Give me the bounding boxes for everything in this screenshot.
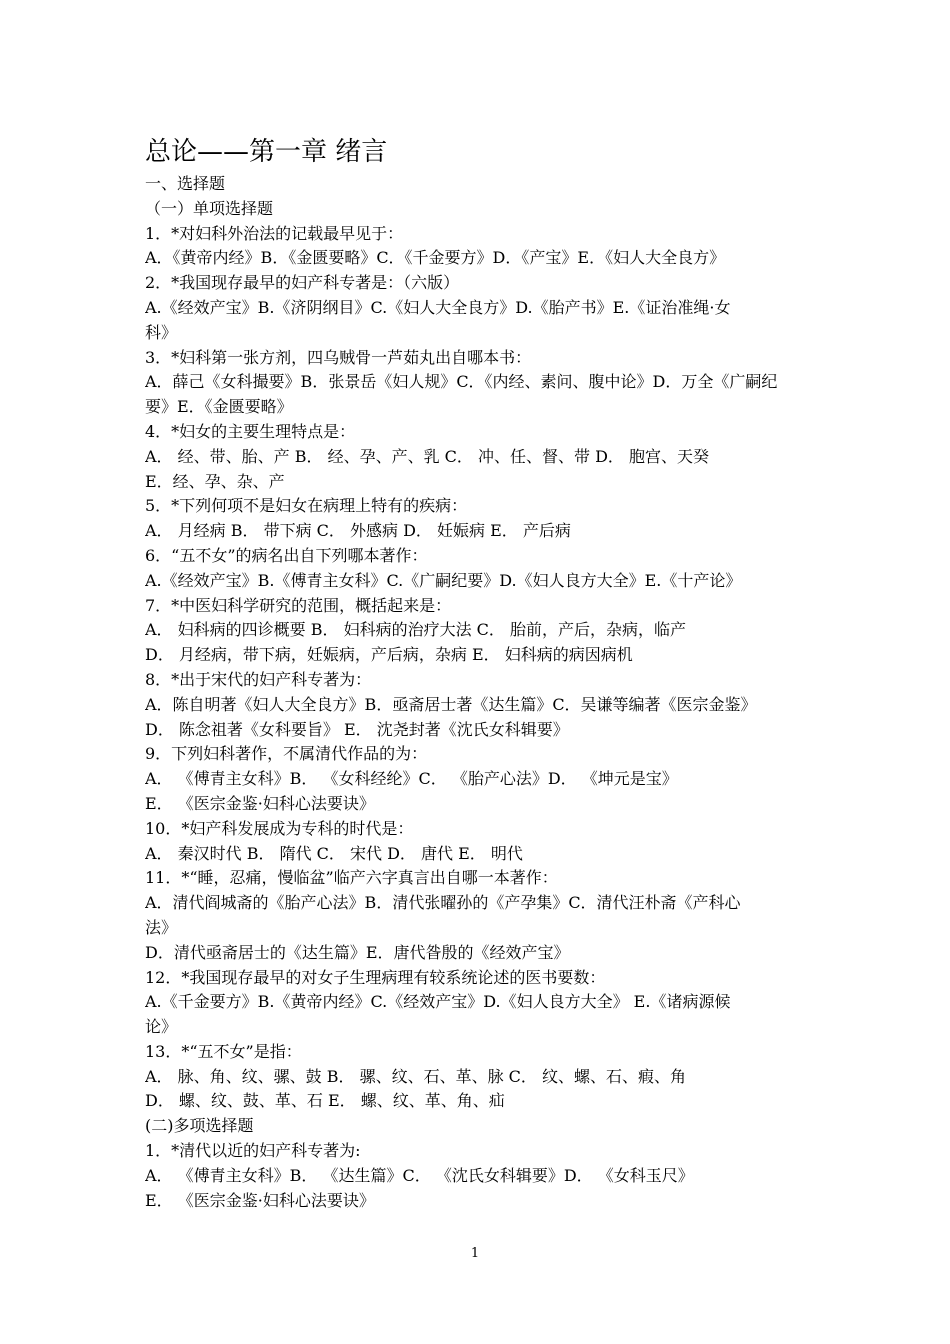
text-line: 11．*“睡，忍痛，慢临盆”临产六字真言出自哪一本著作： — [145, 868, 558, 888]
text-line: A．薛己《女科撮要》B．张景岳《妇人规》C．《内经、素问、腹中论》D．万全《广嗣纪 — [145, 372, 778, 392]
text-line: 8．*出于宋代的妇产科专著为： — [145, 669, 372, 689]
text-line: A.《千金要方》B.《黄帝内经》C.《经效产宝》D.《妇人良方大全》 E.《诸病源候 — [145, 992, 731, 1012]
text-line: 一、选择题 — [145, 174, 226, 193]
text-line: A．清代阎城斋的《胎产心法》B．清代张曜孙的《产孕集》C．清代汪朴斋《产科心 — [145, 893, 741, 913]
text-line: 6．“五不女”的病名出自下列哪本著作： — [145, 545, 428, 565]
text-line: D．清代亟斋居士的《达生篇》E．唐代昝殷的《经效产宝》 — [145, 942, 570, 962]
text-line: 科》 — [145, 322, 178, 342]
text-line: 论》 — [145, 1017, 178, 1037]
text-line: （一）单项选择题 — [145, 198, 274, 218]
text-line: A． 秦汉时代 B． 隋代 C． 宋代 D． 唐代 E． 明代 — [145, 843, 523, 863]
text-line: A.《经效产宝》B.《傅青主女科》C.《广嗣纪要》D.《妇人良方大全》E.《十产论》 — [145, 570, 742, 590]
text-line: A.《经效产宝》B.《济阴纲目》C.《妇人大全良方》D.《胎产书》E.《证治准绳·女 — [145, 297, 731, 317]
text-line: D． 陈念祖著《女科要旨》 E． 沈尧封著《沈氏女科辑要》 — [145, 719, 569, 739]
text-line: 1．*清代以近的妇产科专著为: — [145, 1141, 361, 1161]
text-line: E． 《医宗金鉴·妇科心法要诀》 — [145, 1190, 375, 1210]
page-number: 1 — [470, 1246, 480, 1261]
text-line: 9．下列妇科著作，不属清代作品的为： — [145, 744, 428, 764]
text-line: (二)多项选择题 — [145, 1116, 254, 1136]
text-line: 要》E．《金匮要略》 — [145, 397, 293, 417]
text-line: A． 脉、角、纹、骡、鼓 B． 骡、纹、石、革、脉 C． 纹、螺、石、瘕、角 — [145, 1066, 686, 1086]
text-line: A．陈自明著《妇人大全良方》B．亟斋居士著《达生篇》C．吴谦等编著《医宗金鉴》 — [145, 694, 757, 714]
text-line: A． 经、带、胎、产 B． 经、孕、产、乳 C． 冲、任、督、带 D． 胞宫、天癸 — [145, 446, 709, 466]
text-line: 13．*“五不女”是指： — [145, 1041, 302, 1061]
text-line: D． 螺、纹、鼓、革、石 E． 螺、纹、革、角、疝 — [145, 1091, 505, 1111]
text-line: A． 《傅青主女科》B． 《女科经纶》C． 《胎产心法》D． 《坤元是宝》 — [145, 769, 678, 789]
page-title: 总论——第一章 绪言 — [145, 137, 388, 167]
text-line: E．经、孕、杂、产 — [145, 471, 285, 491]
document-body — [145, 132, 825, 1213]
text-line: 7．*中医妇科学研究的范围，概括起来是： — [145, 595, 452, 615]
text-line: 2．*我国现存最早的妇产科专著是：（六版） — [145, 273, 460, 293]
text-line: 4．*妇女的主要生理特点是： — [145, 421, 356, 441]
text-line: A． 妇科病的四诊概要 B． 妇科病的治疗大法 C． 胎前，产后，杂病，临产 — [145, 620, 686, 640]
text-line: 12．*我国现存最早的对女子生理病理有较系统论述的医书要数： — [145, 967, 606, 987]
text-line: D． 月经病，带下病，妊娠病，产后病，杂病 E． 妇科病的病因病机 — [145, 645, 633, 665]
text-line: 5．*下列何项不是妇女在病理上特有的疾病： — [145, 496, 468, 516]
text-line: A． 《傅青主女科》B． 《达生篇》C． 《沈氏女科辑要》D． 《女科玉尺》 — [145, 1165, 694, 1185]
text-line: A． 月经病 B． 带下病 C． 外感病 D． 妊娠病 E． 产后病 — [145, 521, 571, 541]
question-list — [145, 172, 825, 1213]
text-line: 10．*妇产科发展成为专科的时代是： — [145, 818, 414, 838]
text-line: 1．*对妇科外治法的记载最早见于： — [145, 223, 404, 243]
text-line: A．《黄帝内经》B．《金匮要略》C．《千金要方》D．《产宝》E．《妇人大全良方》 — [145, 248, 726, 268]
text-line: 法》 — [145, 917, 178, 937]
text-line: E． 《医宗金鉴·妇科心法要诀》 — [145, 793, 375, 813]
text-line: 3．*妇科第一张方剂，四乌贼骨一芦茹丸出自哪本书： — [145, 347, 532, 367]
